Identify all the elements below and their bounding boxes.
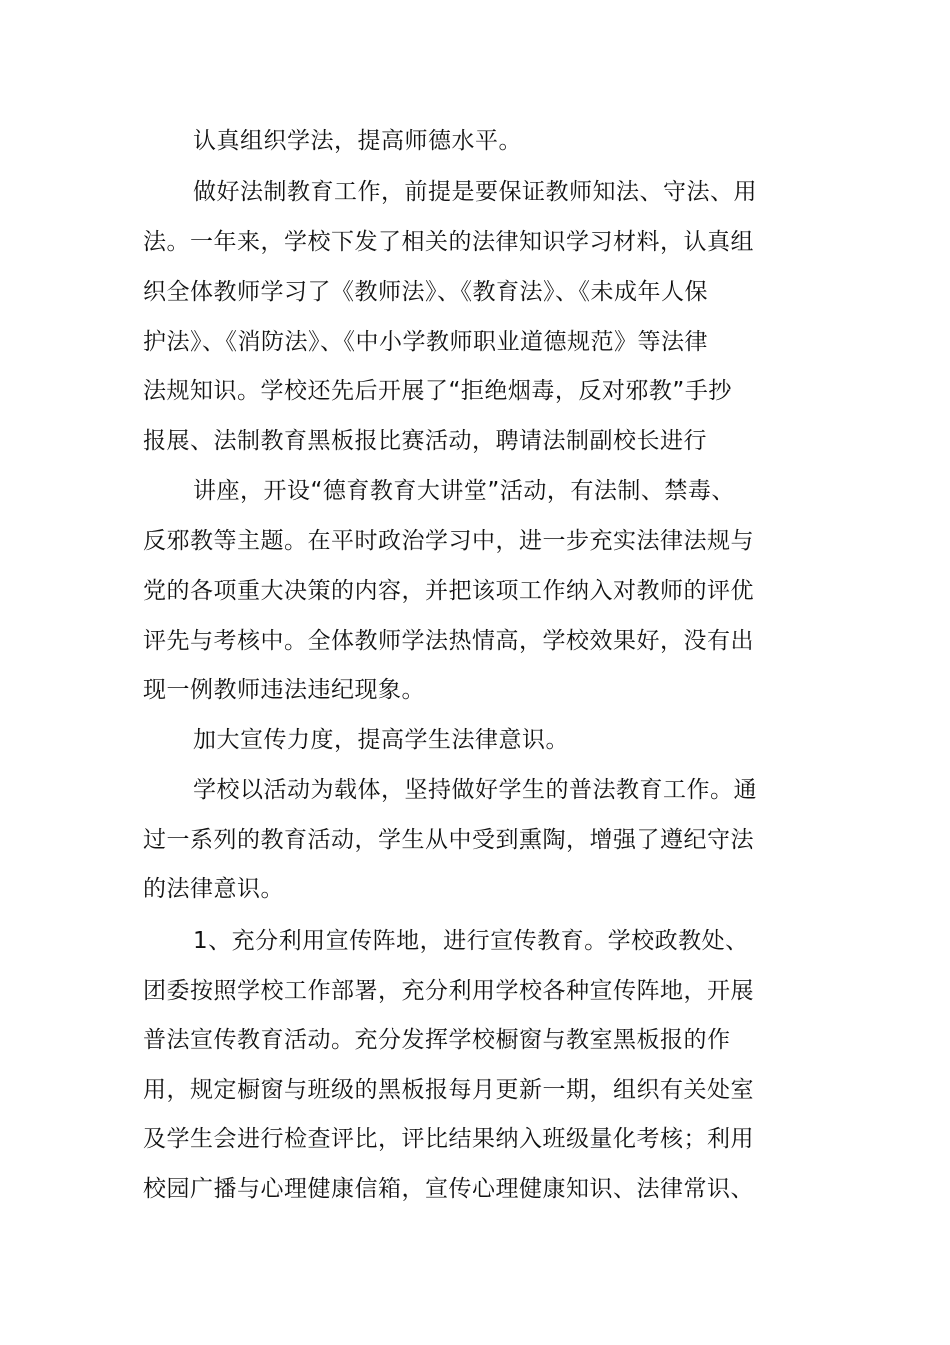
text-line: 的法律意识。 (143, 876, 284, 902)
text-line: 报展、法制教育黑板报比赛活动，聘请法制副校长进行 (143, 428, 707, 454)
text-line: 法。一年来，学校下发了相关的法律知识学习材料，认真组 (143, 229, 754, 255)
paragraph-heading: 认真组织学法，提高师德水平。 (193, 128, 522, 154)
text-line: 普法宣传教育活动。充分发挥学校橱窗与教室黑板报的作 (143, 1027, 731, 1053)
text-line: 法规知识。学校还先后开展了“拒绝烟毒，反对邪教”手抄 (143, 378, 732, 404)
text-line: 学校以活动为载体，坚持做好学生的普法教育工作。通 (193, 777, 757, 803)
text-line: 及学生会进行检查评比，评比结果纳入班级量化考核；利用 (143, 1126, 754, 1152)
text-line: 用，规定橱窗与班级的黑板报每月更新一期，组织有关处室 (143, 1077, 754, 1103)
text-line: 讲座，开设“德育教育大讲堂”活动，有法制、禁毒、 (193, 478, 735, 504)
text-line: 现一例教师违法违纪现象。 (143, 677, 425, 703)
paragraph-heading: 加大宣传力度，提高学生法律意识。 (193, 727, 569, 753)
text-line: 过一系列的教育活动，学生从中受到熏陶，增强了遵纪守法 (143, 827, 754, 853)
text-line: 校园广播与心理健康信箱，宣传心理健康知识、法律常识、 (143, 1176, 754, 1202)
text-line: 做好法制教育工作，前提是要保证教师知法、守法、用 (193, 179, 757, 205)
text-line: 团委按照学校工作部署，充分利用学校各种宣传阵地，开展 (143, 978, 754, 1004)
text-line: 评先与考核中。全体教师学法热情高，学校效果好，没有出 (143, 628, 754, 654)
text-line: 党的各项重大决策的内容，并把该项工作纳入对教师的评优 (143, 578, 754, 604)
text-line: 织全体教师学习了《教师法》、《教育法》、《未成年人保 (143, 279, 708, 305)
text-line: 反邪教等主题。在平时政治学习中，进一步充实法律法规与 (143, 528, 754, 554)
list-item-text: 1、充分利用宣传阵地，进行宣传教育。学校政教处、 (193, 928, 749, 954)
text-line: 护法》、《消防法》、《中小学教师职业道德规范》等法律 (143, 329, 708, 355)
